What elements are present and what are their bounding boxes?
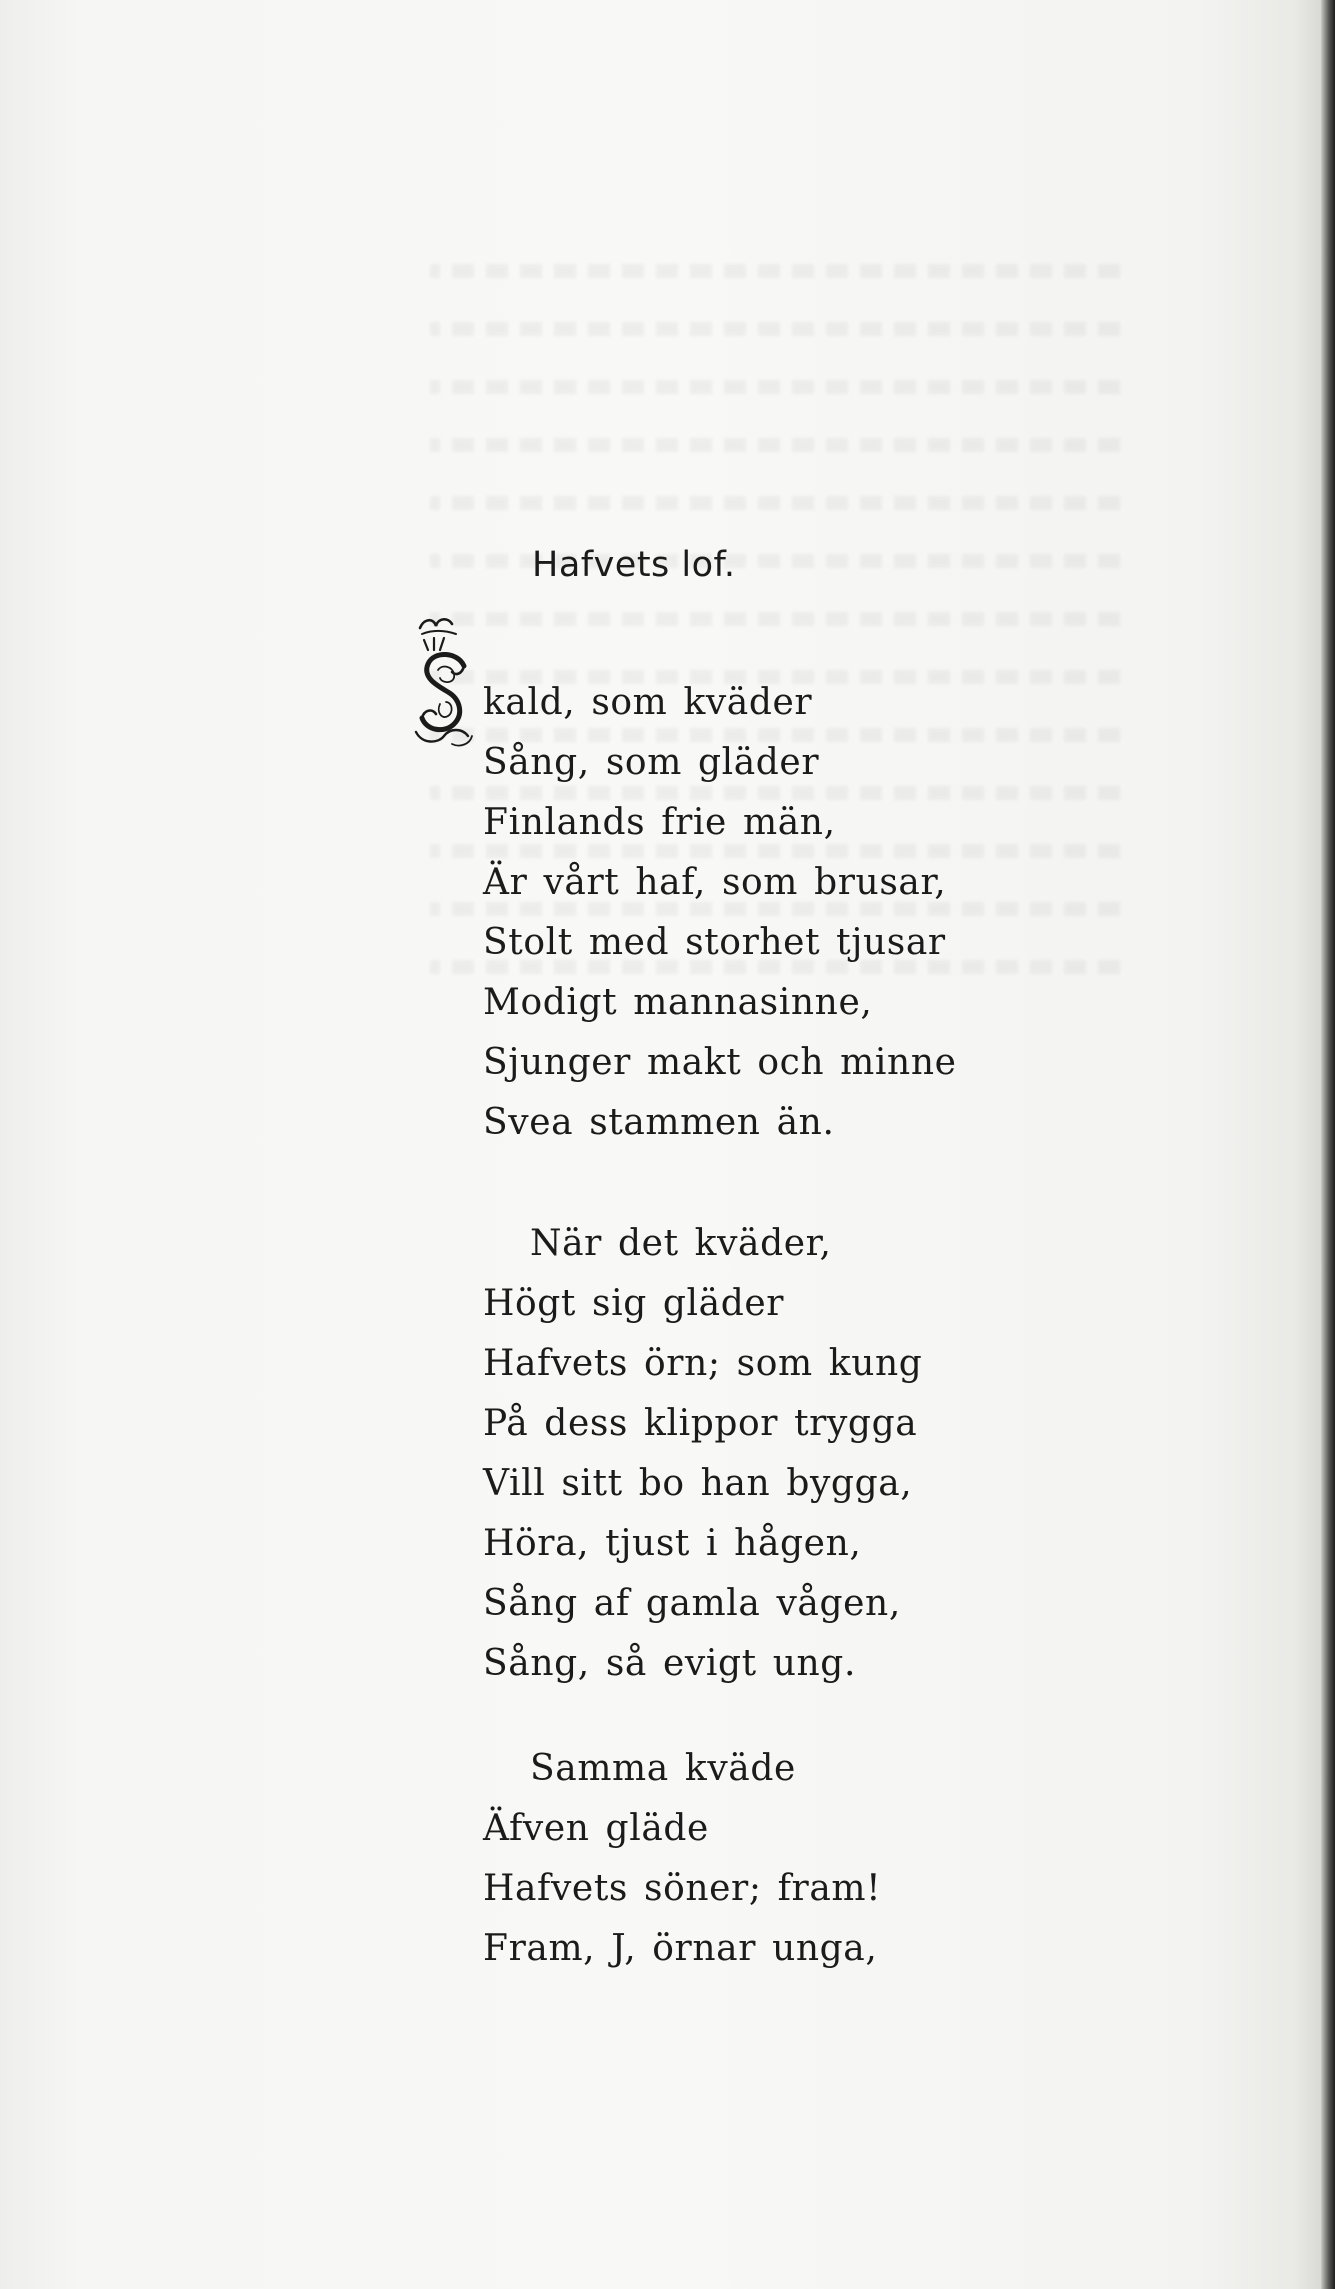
poem-line: Sång, som gläder <box>483 742 820 783</box>
poem-line: Hafvets söner; fram! <box>483 1868 882 1909</box>
poem-line: Stolt med storhet tjusar <box>483 922 946 963</box>
poem-line: Finlands frie män, <box>483 802 836 843</box>
poem-line: Högt sig gläder <box>483 1283 785 1324</box>
poem-line: Äfven gläde <box>483 1808 709 1849</box>
poem-line: När det kväder, <box>530 1223 832 1264</box>
poem-line: Samma kväde <box>530 1748 796 1789</box>
poem-line: Fram, J, örnar unga, <box>483 1928 878 1969</box>
poem-title: Hafvets lof. <box>532 545 736 585</box>
poem-line: På dess klippor trygga <box>483 1403 918 1444</box>
poem-line: kald, som kväder <box>483 682 813 723</box>
poem-line: Vill sitt bo han bygga, <box>483 1463 913 1504</box>
ornamental-initial-s <box>412 604 484 750</box>
poem-line: Är vårt haf, som brusar, <box>483 862 947 903</box>
poem-line: Sjunger makt och minne <box>483 1042 957 1083</box>
poem-line: Modigt mannasinne, <box>483 982 873 1023</box>
poem-line: Höra, tjust i hågen, <box>483 1523 862 1564</box>
poem-line: Sång af gamla vågen, <box>483 1583 901 1624</box>
page-edge-shadow <box>1321 0 1335 2289</box>
poem-line: Sång, så evigt ung. <box>483 1643 856 1684</box>
poem-line: Hafvets örn; som kung <box>483 1343 923 1384</box>
poem-line: Svea stammen än. <box>483 1102 835 1143</box>
